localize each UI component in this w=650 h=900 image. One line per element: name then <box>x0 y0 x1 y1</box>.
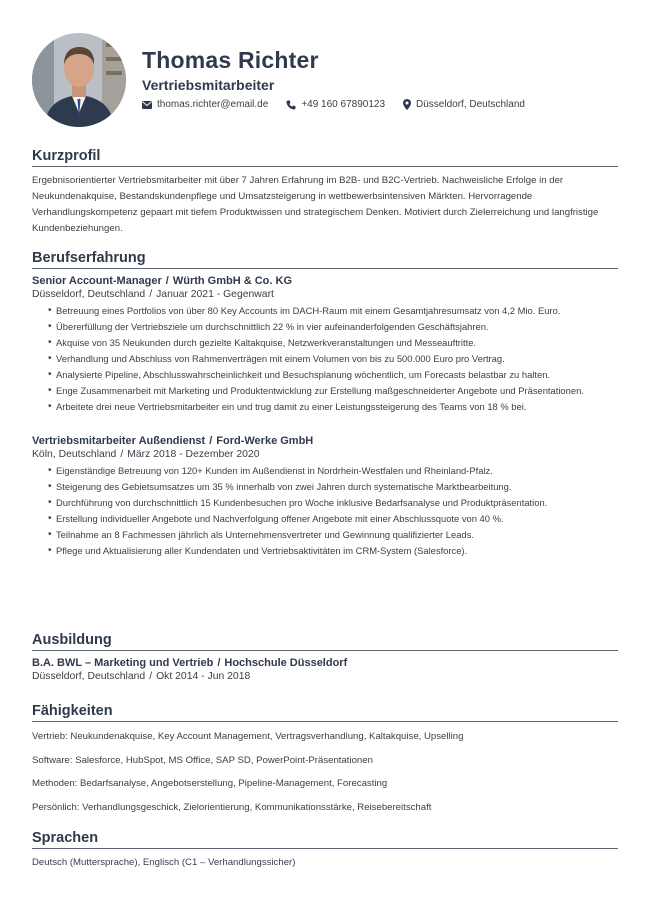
separator: / <box>149 289 153 300</box>
bullet-item: • Durchführung von durchschnittlich 15 Kundenbesuchen pro Woche inklusive Bedarfsanalyse und Produktpräsentation. <box>48 495 618 511</box>
profile-section <box>32 148 618 237</box>
profile-text: Ergebnisorientierter Vertriebsmitarbeiter mit über 7 Jahren Erfahrung im B2B- und B2C-Vertrieb. Nachweisliche Erfolge in der Neukundenakquise, Bestandskundenpflege und Umsatzsteigerung in wettbewerbsintensiven Märkten. Hervorragende Verhandlungskompetenz gepaart mit tiefem Produktwissen und strategischem Denken. Motiviert durch Zielerreichung und langfristige Kundenbeziehungen. <box>32 175 599 234</box>
skills-list <box>32 728 618 825</box>
section-heading: Ausbildung <box>32 632 618 651</box>
separator: / <box>149 671 153 682</box>
separator: / <box>209 435 213 447</box>
job-period: März 2018 - Dezember 2020 <box>127 449 260 460</box>
education-degree: B.A. BWL – Marketing und Vertrieb <box>32 657 214 669</box>
job-heading <box>32 275 618 287</box>
bullet-item: • Pflege und Aktualisierung aller Kundendaten und Vertriebsaktivitäten im CRM-System (Salesforce). <box>48 543 618 559</box>
job-entry <box>32 275 618 415</box>
bullet-item: • Enge Zusammenarbeit mit Marketing und Produktentwicklung zur Erstellung maßgeschneiderter Angebote und Präsentationen. <box>48 383 618 399</box>
skill-row: Software: Salesforce, HubSpot, MS Office, SAP SD, PowerPoint-Präsentationen <box>32 754 373 766</box>
contact-email[interactable] <box>142 99 268 110</box>
bullet-item: • Akquise von 35 Neukunden durch gezielte Kaltakquise, Netzwerkveranstaltungen und Messeauftritte. <box>48 335 618 351</box>
job-bullets <box>32 463 618 559</box>
avatar <box>32 33 126 127</box>
job-meta <box>32 449 618 460</box>
bullet-item: • Teilnahme an 8 Fachmessen jährlich als Unternehmensvertreter und Gewinnung qualifizierter Leads. <box>48 527 618 543</box>
envelope-icon <box>142 101 152 109</box>
job-company: Ford-Werke GmbH <box>216 435 314 447</box>
candidate-name: Thomas Richter <box>142 47 319 73</box>
location-text: Düsseldorf, Deutschland <box>416 99 525 110</box>
education-heading <box>32 657 618 669</box>
experience-section <box>32 250 618 559</box>
job-title-headline: Vertriebsmitarbeiter <box>142 77 275 93</box>
languages-text: Deutsch (Muttersprache), Englisch (C1 – Verhandlungssicher) <box>32 857 296 868</box>
location-pin-icon <box>403 99 411 110</box>
job-location: Köln, Deutschland <box>32 449 117 460</box>
job-entry <box>32 435 618 559</box>
phone-icon <box>286 100 296 110</box>
bullet-item: • Betreuung eines Portfolios von über 80 Key Accounts im DACH-Raum mit einem Gesamtjahresumsatz von 4,2 Mio. Euro. <box>48 303 618 319</box>
skill-row: Persönlich: Verhandlungsgeschick, Zielorientierung, Kommunikationsstärke, Reisebereitschaft <box>32 801 432 813</box>
bullet-item: • Übererfüllung der Vertriebsziele um durchschnittlich 22 % in vier aufeinanderfolgenden Geschäftsjahren. <box>48 319 618 335</box>
skill-row: Vertrieb: Neukundenakquise, Key Account Management, Vertragsverhandlung, Kaltakquise, Upselling <box>32 731 464 742</box>
job-role: Vertriebsmitarbeiter Außendienst <box>32 435 206 447</box>
job-company: Würth GmbH & Co. KG <box>172 275 292 287</box>
portrait-photo <box>32 33 126 127</box>
bullet-item: • Arbeitete drei neue Vertriebsmitarbeiter ein und trug damit zu einer Leistungssteigerung des Teams von 18 % bei. <box>48 399 618 415</box>
job-role: Senior Account-Manager <box>32 275 162 287</box>
section-heading: Kurzprofil <box>32 148 618 167</box>
bullet-item: • Analysierte Pipeline, Abschlusswahrscheinlichkeit und Besuchsplanung wöchentlich, um Forecasts belastbar zu halten. <box>48 367 618 383</box>
bullet-item: • Steigerung des Gebietsumsatzes um 35 % innerhalb von zwei Jahren durch systematische Marktbearbeitung. <box>48 479 618 495</box>
section-heading: Fähigkeiten <box>32 703 618 722</box>
education-period: Okt 2014 - Jun 2018 <box>156 671 251 682</box>
separator: / <box>120 449 124 460</box>
job-meta <box>32 289 618 300</box>
bullet-item: • Eigenständige Betreuung von 120+ Kunden im Außendienst in Nordrhein-Westfalen und Rheinland-Pfalz. <box>48 463 618 479</box>
phone-text: +49 160 67890123 <box>301 99 386 110</box>
job-heading <box>32 435 618 447</box>
bullet-item: • Erstellung individueller Angebote und Nachverfolgung offener Angebote mit einer Abschlussquote von 40 %. <box>48 511 618 527</box>
job-bullets <box>32 303 618 415</box>
email-text: thomas.richter@email.de <box>157 99 269 110</box>
separator: / <box>165 275 169 287</box>
section-heading: Berufserfahrung <box>32 250 618 269</box>
languages-section <box>32 830 618 871</box>
contact-bar <box>142 99 543 110</box>
job-location: Düsseldorf, Deutschland <box>32 289 146 300</box>
education-section <box>32 632 618 685</box>
skills-section <box>32 703 618 825</box>
education-location: Düsseldorf, Deutschland <box>32 671 146 682</box>
skill-row: Methoden: Bedarfsanalyse, Angebotserstellung, Pipeline-Management, Forecasting <box>32 778 388 789</box>
job-period: Januar 2021 - Gegenwart <box>156 289 274 300</box>
education-meta <box>32 671 618 682</box>
contact-location <box>403 99 525 110</box>
resume-header <box>32 33 622 128</box>
contact-phone[interactable] <box>286 99 385 110</box>
education-school: Hochschule Düsseldorf <box>224 657 348 669</box>
section-heading: Sprachen <box>32 830 618 849</box>
separator: / <box>217 657 221 669</box>
bullet-item: • Verhandlung und Abschluss von Rahmenverträgen mit einem Volumen von bis zu 500.000 Euro pro Vertrag. <box>48 351 618 367</box>
